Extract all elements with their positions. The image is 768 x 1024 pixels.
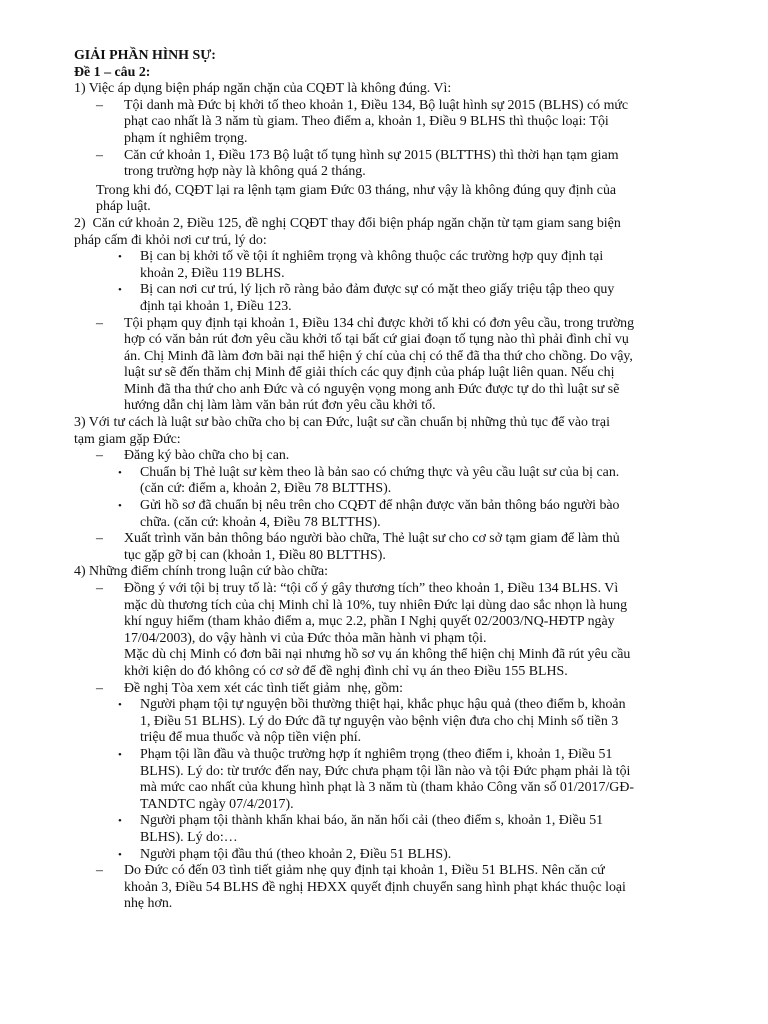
text-line: mà mức cao nhất của khung hình phạt là 3 năm tù (tham khảo Công văn số 01/2017/GĐ- — [140, 780, 634, 796]
text-line: Phạm tội lần đầu và thuộc trường hợp ít nghiêm trọng (theo điểm i, khoản 1, Điều 51 — [140, 746, 613, 762]
q1-item-2 — [74, 148, 702, 181]
bullet-marker: • — [118, 500, 122, 513]
q3-bullet-1 — [74, 465, 702, 498]
q1-conclusion — [74, 183, 702, 216]
text-line: BLHS). Lý do:… — [140, 829, 238, 845]
dash-marker: – — [96, 531, 103, 547]
bullet-marker: • — [118, 848, 122, 861]
text-line: 17/04/2003), do vậy hành vi của Đức thỏa mãn hành vi phạm tội. — [124, 630, 487, 646]
q3-bullet-2 — [74, 498, 702, 531]
text-line: mặc dù thương tích của chị Minh chỉ là 10%, tuy nhiên Đức lại dùng dao sắc nhọn là hung — [124, 597, 628, 613]
text-line: Người phạm tội đầu thú (theo khoản 2, Điều 51 BLHS). — [140, 846, 452, 862]
q4-bullet-1 — [74, 697, 702, 747]
text-line: Xuất trình văn bản thông báo người bào chữa, Thẻ luật sư cho cơ sở tạm giam để làm thủ — [124, 531, 620, 547]
question-heading: Đề 1 – câu 2: — [74, 64, 151, 80]
q1-item-1 — [74, 98, 702, 148]
text-line: Bị can nơi cư trú, lý lịch rõ ràng bảo đảm được sự có mặt theo giấy triệu tập theo quy — [140, 282, 615, 298]
text-line: triệu để mua thuốc và nộp tiền viện phí. — [140, 730, 362, 746]
bullet-marker: • — [118, 815, 122, 828]
dash-marker: – — [96, 863, 103, 879]
text-line: BLHS). Lý do: từ trước đến nay, Đức chưa phạm tội lần nào và tội Đức phạm phải là tội — [140, 763, 631, 779]
text-line: Bị can bị khởi tố về tội ít nghiêm trọng và không thuộc các trường hợp quy định tại — [140, 249, 604, 265]
text-line: (căn cứ: điểm a, khoản 2, Điều 78 BLTTHS). — [140, 481, 392, 497]
text-line: 1, Điều 51 BLHS). Lý do Đức đã tự nguyện vào bệnh viện đưa cho chị Minh số tiền 3 — [140, 713, 619, 729]
section-heading: GIẢI PHẦN HÌNH SỰ: — [74, 48, 216, 63]
text-line: Minh đã tha thứ cho anh Đức và có nguyện vọng mong anh Đức được tự do thì luật sư sẽ — [124, 381, 620, 397]
text-line: luật sư sẽ đến thăm chị Minh để giải thích các quy định của pháp luật liên quan. Nếu chị — [124, 365, 615, 381]
text-line: Căn cứ khoản 1, Điều 173 Bộ luật tố tụng hình sự 2015 (BLTTHS) thì thời hạn tạm giam — [124, 147, 619, 163]
q2-bullet-1 — [74, 249, 702, 282]
text-line: hướng dẫn chị làm làm văn bản rút đơn yêu cầu khởi tố. — [124, 398, 436, 414]
text-line: Người phạm tội thành khẩn khai báo, ăn năn hối cải (theo điểm s, khoản 1, Điều 51 — [140, 813, 604, 829]
text-line: khoản 3, Điều 54 BLHS đề nghị HĐXX quyết định chuyển sang hình phạt khác thuộc loại — [124, 879, 626, 895]
text-line: Do Đức có đến 03 tình tiết giảm nhẹ quy định tại khoản 1, Điều 51 BLHS. Nên căn cứ — [124, 863, 605, 879]
q4-dash-3 — [74, 863, 702, 913]
text-line: định tại khoản 1, Điều 123. — [140, 298, 292, 314]
document-page — [74, 48, 702, 913]
text-line: án. Chị Minh đã làm đơn bãi nại thể hiện ý chí của chị có thể đã tha thứ cho chồng. Do vậy, — [124, 348, 633, 364]
q4-dash-2 — [74, 681, 702, 698]
text-line: Gửi hồ sơ đã chuẩn bị nêu trên cho CQĐT để nhận được văn bản thông báo người bào — [140, 498, 620, 514]
q4-bullet-2 — [74, 747, 702, 813]
bullet-marker: • — [118, 699, 122, 712]
bullet-marker: • — [118, 748, 122, 761]
text-line: hợp có văn bản rút đơn yêu cầu khởi tố tại bất cứ giai đoạn tố tụng nào thì phải đình chỉ vụ — [124, 332, 629, 348]
q3-dash-2 — [74, 531, 702, 564]
text-line: Đề nghị Tòa xem xét các tình tiết giảm nhẹ, gồm: — [124, 680, 404, 696]
text-line: Đồng ý với tội bị truy tố là: “tội cố ý gây thương tích” theo khoản 1, Điều 134 BLHS. Vì — [124, 581, 619, 596]
text-line: khí nguy hiểm (tham khảo điểm a, mục 2.2, phần I Nghị quyết 02/2003/NQ-HĐTP ngày — [124, 614, 615, 630]
text-line: pháp cấm đi khỏi nơi cư trú, lý do: — [74, 232, 267, 248]
text-line: chữa. (căn cứ: khoản 4, Điều 78 BLTTHS). — [140, 514, 381, 530]
text-line: Đăng ký bào chữa cho bị can. — [124, 448, 290, 464]
q4-bullet-4 — [74, 847, 702, 864]
text-line: 3) Với tư cách là luật sư bào chữa cho bị can Đức, luật sư cần chuẩn bị những thủ tục để vào trại — [74, 415, 610, 431]
q2-title — [74, 216, 702, 249]
text-line: Tội danh mà Đức bị khởi tố theo khoản 1, Điều 134, Bộ luật hình sự 2015 (BLHS) có mức — [124, 97, 629, 113]
text-line: Tội phạm quy định tại khoản 1, Điều 134 chỉ được khởi tố khi có đơn yêu cầu, trong trường — [124, 315, 635, 331]
text-line: nhẹ hơn. — [124, 896, 173, 912]
text-line: phạm ít nghiêm trọng. — [124, 130, 248, 146]
text-line: pháp luật. — [96, 199, 151, 215]
dash-marker: – — [96, 680, 103, 696]
q4-bullet-3 — [74, 813, 702, 846]
bullet-marker: • — [118, 466, 122, 479]
text-line: phạt cao nhất là 3 năm tù giam. Theo điểm a, khoản 1, Điều 9 BLHS thì thuộc loại: Tội — [124, 114, 609, 130]
text-line: Người phạm tội tự nguyện bồi thường thiệt hại, khắc phục hậu quả (theo điểm b, khoản — [140, 697, 626, 713]
q3-dash-1 — [74, 448, 702, 465]
text-line: 2) Căn cứ khoản 2, Điều 125, đề nghị CQĐT thay đổi biện pháp ngăn chặn từ tạm giam sang biện — [74, 215, 621, 231]
text-line: trong trường hợp này là không quá 2 tháng. — [124, 164, 366, 180]
dash-marker: – — [96, 147, 103, 163]
q3-title — [74, 415, 702, 448]
text-line: khởi kiện do đó không có cơ sở để đề nghị đình chỉ vụ án theo Điều 155 BLHS. — [124, 663, 568, 679]
text-line: tục gặp gỡ bị can (khoản 1, Điều 80 BLTTHS). — [124, 547, 386, 563]
text-line: Mặc dù chị Minh có đơn bãi nại nhưng hồ sơ vụ án không thể hiện chị Minh đã rút yêu cầu — [124, 647, 631, 663]
q4-title: 4) Những điểm chính trong luận cứ bào chữa: — [74, 564, 329, 580]
q2-dash-item — [74, 316, 702, 416]
q4-dash-1 — [74, 581, 702, 681]
dash-marker: – — [96, 448, 103, 464]
dash-marker: – — [96, 97, 103, 113]
bullet-marker: • — [118, 251, 122, 264]
text-line: khoản 2, Điều 119 BLHS. — [140, 265, 285, 281]
dash-marker: – — [96, 315, 103, 331]
q1-title: 1) Việc áp dụng biện pháp ngăn chặn của CQĐT là không đúng. Vì: — [74, 81, 452, 97]
dash-marker: – — [96, 581, 103, 596]
text-line: tạm giam gặp Đức: — [74, 431, 181, 447]
text-line: TANDTC ngày 07/4/2017). — [140, 796, 294, 812]
text-line: Trong khi đó, CQĐT lại ra lệnh tạm giam Đức 03 tháng, như vậy là không đúng quy định của — [96, 182, 617, 198]
q2-bullet-2 — [74, 282, 702, 315]
bullet-marker: • — [118, 284, 122, 297]
text-line: Chuẩn bị Thẻ luật sư kèm theo là bản sao có chứng thực và yêu cầu luật sư của bị can. — [140, 464, 620, 480]
